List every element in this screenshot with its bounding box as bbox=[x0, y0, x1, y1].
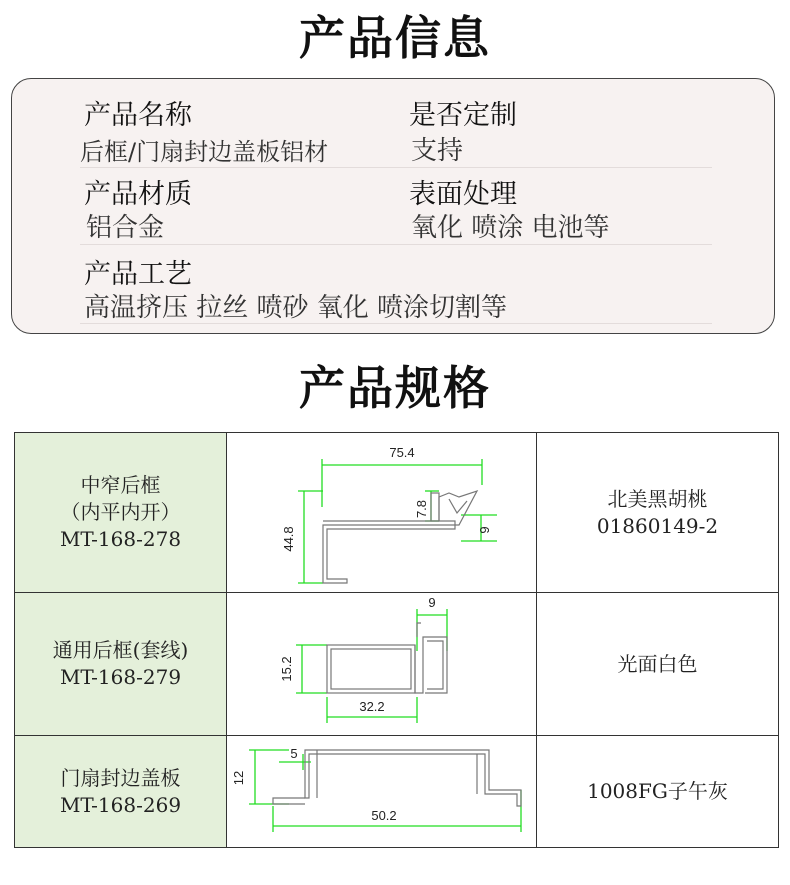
spec-drawing-cell bbox=[227, 593, 537, 736]
spec-name: 通用后框(套线) bbox=[52, 638, 189, 662]
spec-name-cell bbox=[15, 593, 227, 736]
spec-color-code: 01860149-2 bbox=[596, 513, 719, 538]
spec-drawing-cell bbox=[227, 433, 537, 593]
spec-model: MT-168-278 bbox=[59, 527, 182, 551]
spec-color-name: 北美黑胡桃 bbox=[607, 486, 708, 511]
dimension-label: 12 bbox=[231, 770, 246, 786]
dimension-label: 15.2 bbox=[279, 656, 294, 682]
product-name-label: 产品名称 bbox=[84, 100, 192, 131]
material-value: 铝合金 bbox=[86, 213, 165, 243]
spec-row bbox=[15, 433, 779, 593]
spec-name: 中窄后框 bbox=[80, 473, 161, 497]
dimension-label: 32.2 bbox=[359, 699, 385, 714]
dimension-label: 75.4 bbox=[389, 445, 415, 460]
dimension-label: 9 bbox=[428, 595, 436, 610]
spec-subname: （内平内开） bbox=[60, 500, 181, 524]
spec-drawing-cell bbox=[227, 736, 537, 848]
spec-row bbox=[15, 593, 779, 736]
product-spec-title: 产品规格 bbox=[299, 361, 491, 415]
info-divider bbox=[80, 323, 712, 324]
dimension-label: 5 bbox=[290, 746, 298, 761]
spec-color-name: 1008FG子午灰 bbox=[587, 779, 728, 803]
spec-model: MT-168-269 bbox=[59, 792, 182, 817]
customizable-value: 支持 bbox=[411, 136, 464, 166]
spec-name: 门扇封边盖板 bbox=[60, 765, 181, 790]
profile-drawing-269 bbox=[227, 736, 536, 843]
customizable-label: 是否定制 bbox=[409, 100, 517, 131]
spec-color-cell bbox=[537, 593, 779, 736]
spec-name-cell bbox=[15, 736, 227, 848]
profile-drawing-279 bbox=[227, 593, 536, 731]
spec-name-cell bbox=[15, 433, 227, 593]
spec-color-cell bbox=[537, 736, 779, 848]
product-info-panel bbox=[11, 78, 775, 334]
surface-treatment-value: 氧化 喷涂 电池等 bbox=[411, 213, 610, 243]
process-value: 高温挤压 拉丝 喷砂 氧化 喷涂切割等 bbox=[84, 293, 508, 323]
spec-color-name: 光面白色 bbox=[617, 651, 698, 676]
dimension-label: 9 bbox=[477, 526, 492, 534]
profile-drawing-278 bbox=[227, 433, 536, 588]
spec-table bbox=[14, 432, 779, 848]
spec-model: MT-168-279 bbox=[59, 665, 182, 689]
material-label: 产品材质 bbox=[84, 179, 192, 210]
spec-row bbox=[15, 736, 779, 848]
dimension-label: 7.8 bbox=[414, 499, 429, 519]
info-divider bbox=[80, 244, 712, 245]
dimension-label: 44.8 bbox=[281, 526, 296, 552]
product-info-title: 产品信息 bbox=[299, 11, 491, 65]
product-name-value: 后框/门扇封边盖板铝材 bbox=[80, 138, 329, 166]
spec-color-cell bbox=[537, 433, 779, 593]
info-divider bbox=[80, 167, 712, 168]
surface-treatment-label: 表面处理 bbox=[409, 179, 517, 210]
dimension-label: 50.2 bbox=[371, 808, 397, 823]
process-label: 产品工艺 bbox=[84, 259, 192, 290]
